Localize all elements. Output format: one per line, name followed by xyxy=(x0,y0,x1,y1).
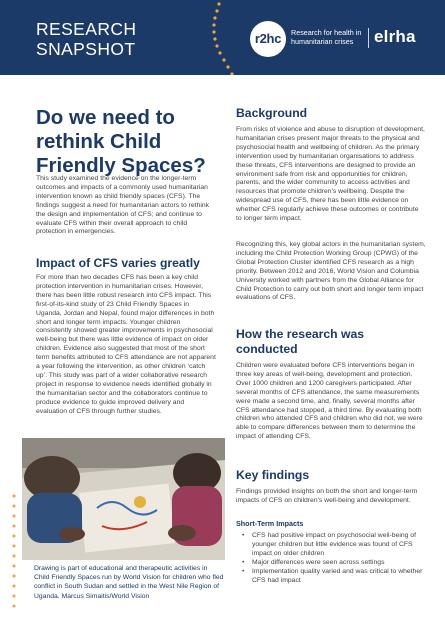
r2hc-logo: r2hc xyxy=(250,21,286,57)
elrha-logo: elrha xyxy=(374,27,416,46)
page-title: Do we need to rethink Child Friendly Spaces? xyxy=(36,106,206,177)
report-type-title xyxy=(36,19,136,59)
logo-divider xyxy=(368,28,369,48)
short-term-list xyxy=(240,532,430,585)
photo-caption: Drawing is part of educational and therapeutic activities in Child Friendly Spaces run by World Vision for children who fled conflict in South Sudan and settled in the West Nile Region of Uganda. Marcus Simaitis/World Vision xyxy=(34,565,224,600)
method-paragraph: Children were evaluated before CFS interventions began in three key areas of well-being, development and protection. Over 1000 children and 1200 caregivers participated. After several months of CFS attendance, the same measurements were made a second time, and, finally, several months after CFS attendance had stopped, a third time. By evaluating both children who attended CFS and children who did not, we were able to compare differences between them to determine the impact of attending CFS. xyxy=(236,362,423,441)
background-paragraph-1: From risks of violence and abuse to disruption of development, humanitarian crises present major threats to the physical and psychosocial health and wellbeing of children. As the primary intervention used by humanitarian organisations to address these threats, CFS interventions are designed to provide an environment safe from risk and opportunities for children, parents, and the wider community to access activities and resources that promote children's wellbeing. Despite the widespread use of CFS, there has been little evidence on whether CFS regularly achieve these outcomes or contribute to longer term impact. xyxy=(236,126,425,223)
impact-paragraph: For more than two decades CFS has been a key child protection intervention in humanitarian crises. However, there has been little robust research into CFS impact. This first-of-its-kind study of 23 Child Friendly Spaces in Uganda, Jordan and Nepal, found major differences in both short and longer term impacts. Younger children consistently showed greater improvements in psychosocial well-being but there was little evidence of impact on older children. Evidence also suggested that most of the short term benefits attributed to CFS attendance are not apparent a year following the intervention, as other children ‘catch up’. This study was part of a wider collaborative research project in response to evidence needs identified globally in the humanitarian sector and the collaborators continue to produce evidence to guide improved delivery and evaluation of CFS through further studies. xyxy=(36,274,216,415)
list-item: • Implementation quality varied and was critical to whether CFS had impact xyxy=(240,568,430,586)
list-item: • Major differences were seen across settings xyxy=(240,559,430,568)
decorative-dots xyxy=(205,0,235,75)
decorative-side-dots xyxy=(11,492,17,612)
r2hc-tagline: Research for health in humanitarian crises xyxy=(291,28,362,46)
report-type-line1: RESEARCH xyxy=(36,19,137,39)
report-type-line2: SNAPSHOT xyxy=(36,39,136,59)
background-paragraph-2: Recognizing this, key global actors in the humanitarian system, including the Child Protection Working Group (CPWG) of the Global Protection Cluster identified CFS research as a high priority. Between 2012 and 2016, World Vision and Columbia University worked with partners from the Global Alliance for Child Protection to carry out both short and longer term impact evaluations of CFS. xyxy=(236,241,426,302)
method-heading: How the research was conducted xyxy=(236,327,365,356)
background-heading: Background xyxy=(236,106,308,120)
short-term-heading: Short-Term Impacts xyxy=(236,519,304,528)
intro-paragraph: This study examined the evidence on the longer-term outcomes and impacts of a commonly used humanitarian intervention known as child friendly spaces (CFS). The findings suggest a need for humanitarian actors to rethink the design and implementation of CFS; and continue to evaluate CFS within their overall approach to child protection in emergencies. xyxy=(36,175,210,236)
findings-paragraph: Findings provided insights on both the short and longer-term impacts of CFS on children's well-being and development. xyxy=(236,488,418,504)
list-item: • CFS had positive impact on psychosocial well-being of younger children but little evidence was found of CFS impact on older children xyxy=(240,532,430,559)
findings-heading: Key findings xyxy=(236,468,310,482)
impact-heading: Impact of CFS varies greatly xyxy=(36,256,200,270)
header-banner xyxy=(0,0,445,75)
children-drawing-photo xyxy=(22,438,225,560)
